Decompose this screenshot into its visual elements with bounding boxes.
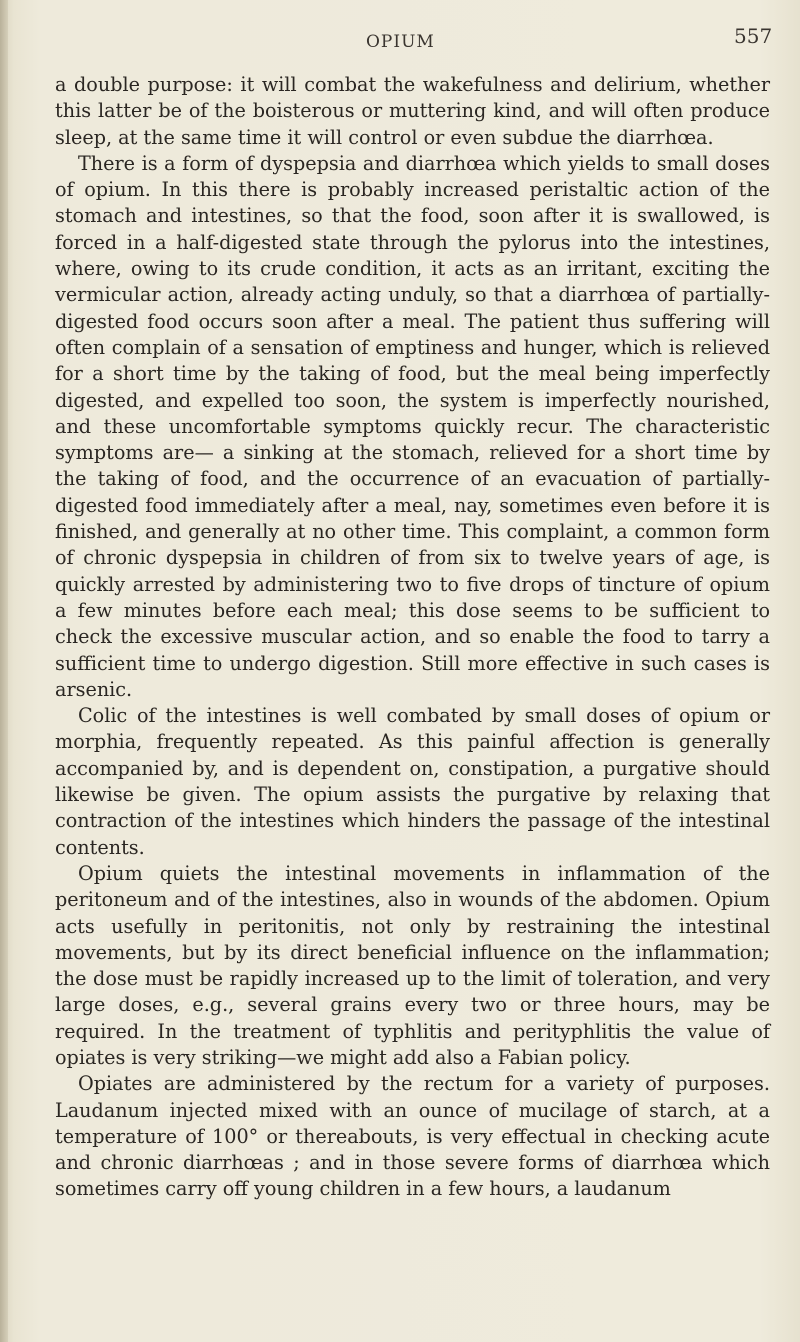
page-binding-shadow bbox=[0, 0, 8, 1342]
body-text bbox=[55, 72, 770, 1203]
running-title: OPIUM bbox=[366, 32, 435, 52]
paragraph-rectal-opiates: Opiates are administered by the rectum for a variety of purposes. Laudanum injected mixed with an ounce of mucilage of starch, at a temperature of 100° or thereabouts, is very effectual in checking acute and chronic diarrhœas ; and in those severe forms of diarrhœa which sometimes carry off young children in a few hours, a laudanum bbox=[55, 1072, 770, 1201]
paragraph-dyspepsia: There is a form of dyspepsia and diarrhœa which yields to small doses of opium. In this there is probably increased peristaltic action of the stomach and intestines, so that the food, soon after it is swallowed, is forced in a half-digested state through the pylorus into the intestines, where, owing to its crude condition, it acts as an irritant, exciting the vermicular action, already acting unduly, so that a diarrhœa of partially-digested food occurs soon after a meal. The patient thus suffering will often complain of a sensation of emptiness and hunger, which is relieved for a short time by the taking of food, but the meal being imperfectly digested, and expelled too soon, the system is imperfectly nourished, and these uncomfortable symptoms quickly recur. The characteristic symptoms are— a sinking at the stomach, relieved for a short time by the taking of food, and the occurrence of an evacuation of partially-digested food immediately after a meal, nay, sometimes even before it is finished, and generally at no other time. This complaint, a common form of chronic dyspepsia in children of from six to twelve years of age, is quickly arrested by administering two to five drops of tincture of opium a few minutes before each meal; this dose seems to be sufficient to check the excessive muscular action, and so enable the food to tarry a sufficient time to undergo digestion. Still more effective in such cases is arsenic. bbox=[55, 151, 770, 701]
paragraph-continuation: a double purpose: it will combat the wakefulness and delirium, whether this latter be of the boisterous or muttering kind, and will often produce sleep, at the same time it will control or even subdue the diarrhœa. bbox=[55, 73, 770, 149]
page-number: 557 bbox=[734, 24, 773, 48]
paragraph-colic: Colic of the intestines is well combated by small doses of opium or morphia, frequently repeated. As this painful affection is generally accompanied by, and is dependent on, constipation, a purgative should likewise be given. The opium assists the purgative by relaxing that contraction of the intestines which hinders the passage of the intestinal contents. bbox=[55, 704, 770, 859]
paragraph-peritoneum: Opium quiets the intestinal movements in inflammation of the peritoneum and of the intestines, also in wounds of the abdomen. Opium acts usefully in peritonitis, not only by restraining the intestinal movements, but by its direct beneficial influence on the inflammation; the dose must be rapidly increased up to the limit of toleration, and very large doses, e.g., several grains every two or three hours, may be required. In the treatment of typhlitis and perityphlitis the value of opiates is very striking—we might add also a Fabian policy. bbox=[55, 861, 770, 1069]
running-head bbox=[0, 24, 800, 52]
